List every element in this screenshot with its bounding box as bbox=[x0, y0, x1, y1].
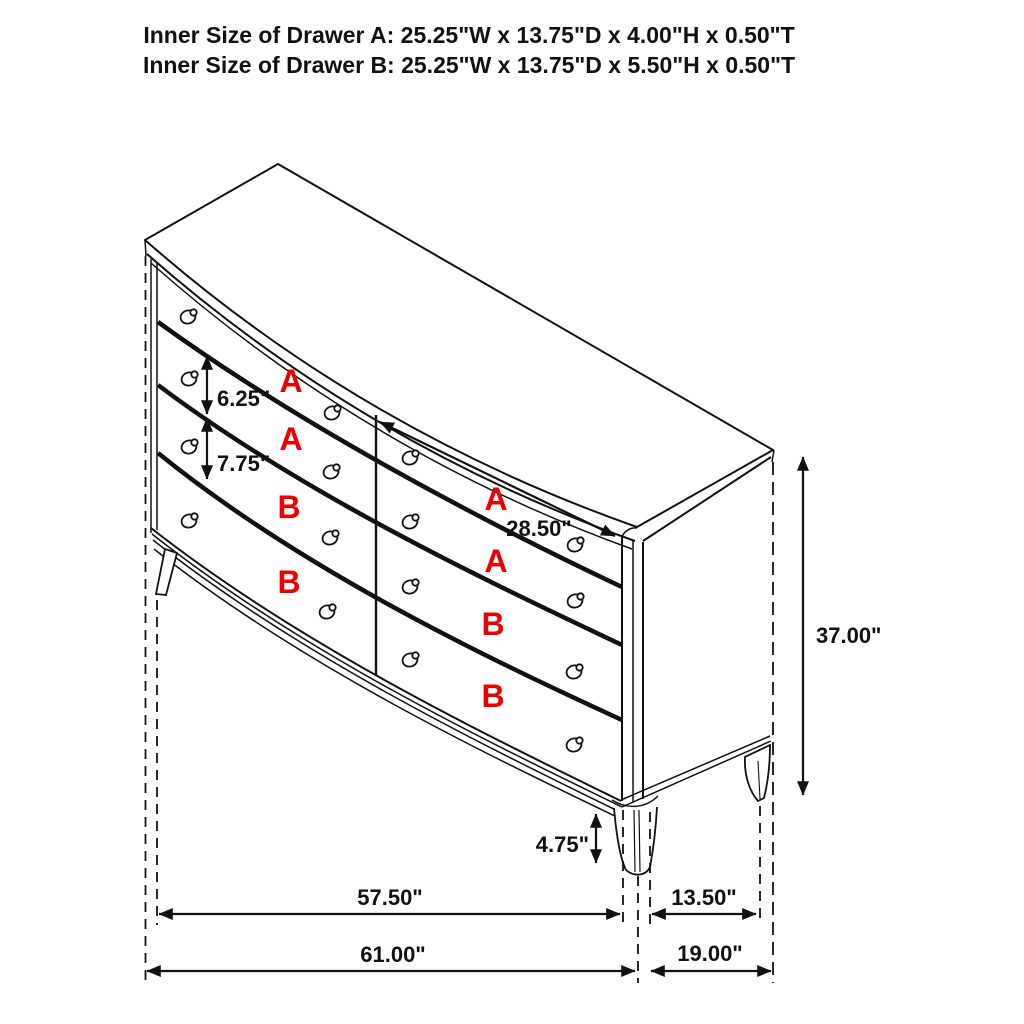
front-right-post bbox=[622, 528, 643, 802]
dim-label-overall-width: 61.00" bbox=[360, 942, 426, 967]
dresser-drawing bbox=[145, 164, 774, 875]
title-line-1: Inner Size of Drawer A: 25.25"W x 13.75"D x 4.00"H x 0.50"T bbox=[143, 22, 795, 48]
title-block bbox=[143, 22, 795, 78]
dimension-side-leg-span bbox=[652, 885, 756, 914]
left-stile bbox=[151, 259, 157, 533]
dim-label-side-leg-span: 13.50" bbox=[671, 885, 737, 910]
rear-right-leg bbox=[745, 745, 770, 801]
dim-label-drawer-b-pitch: 7.75" bbox=[217, 451, 271, 476]
dim-label-overall-height: 37.00" bbox=[816, 623, 882, 648]
dim-label-drawer-front-width: 28.50" bbox=[506, 516, 572, 541]
dimension-overall-height bbox=[803, 457, 881, 795]
back-corner-tick bbox=[772, 450, 774, 462]
bottom-molding bbox=[151, 528, 622, 819]
dimension-front-leg-span bbox=[159, 885, 620, 914]
drawer-label-left-row1: A bbox=[279, 363, 303, 399]
title-line-2: Inner Size of Drawer B: 25.25"W x 13.75"D x 5.50"H x 0.50"T bbox=[142, 52, 796, 78]
dimension-leg-height bbox=[536, 814, 596, 863]
drawer-label-left-row3: B bbox=[277, 489, 301, 525]
drawer-label-right-row4: B bbox=[481, 678, 505, 714]
dim-label-front-leg-span: 57.50" bbox=[357, 885, 423, 910]
dim-label-overall-depth: 19.00" bbox=[677, 941, 743, 966]
drawer-label-right-row3: B bbox=[481, 606, 505, 642]
dimension-overall-width bbox=[147, 942, 635, 971]
dimension-overall-depth bbox=[651, 941, 771, 971]
top-left-corner-edge bbox=[145, 240, 146, 256]
drawer-label-right-row1: A bbox=[484, 481, 508, 517]
front-center-leg bbox=[612, 796, 658, 875]
dim-label-drawer-a-pitch: 6.25" bbox=[217, 386, 271, 411]
front-left-leg bbox=[156, 549, 177, 595]
drawer-label-left-row2: A bbox=[279, 421, 303, 457]
drawer-label-right-row2: A bbox=[484, 543, 508, 579]
drawer-label-left-row4: B bbox=[277, 564, 301, 600]
dim-label-leg-height: 4.75" bbox=[535, 832, 589, 857]
